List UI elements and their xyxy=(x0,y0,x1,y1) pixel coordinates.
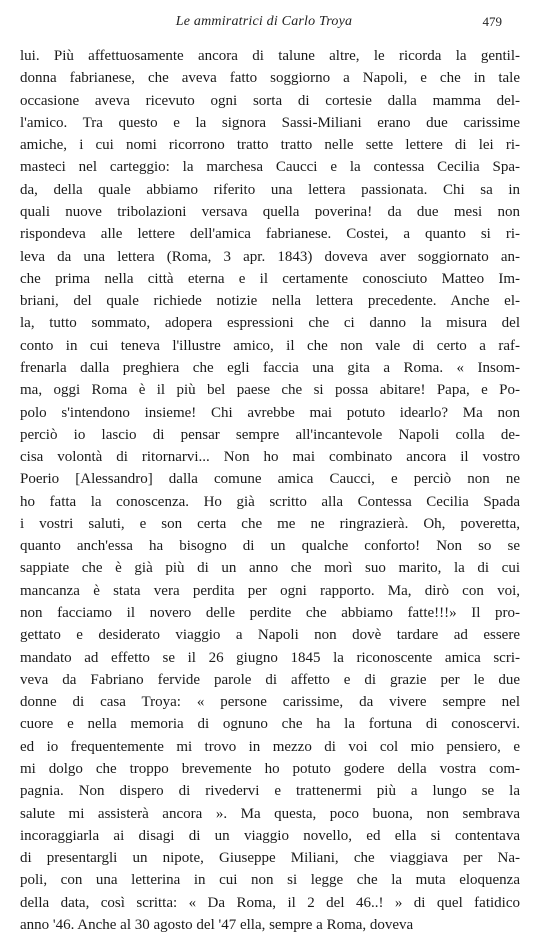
text-line: perciò io lascio di pensar sempre all'incantevole Napoli colla de- xyxy=(20,426,520,443)
text-line: gettato e desiderato viaggio a Napoli non dovè tardare ad essere xyxy=(20,627,520,644)
text-line: briani, del quale richiede notizie nella lettera precedente. Anche el- xyxy=(20,293,520,310)
text-line: donne di casa Troya: « persone carissime, da vivere sempre nel xyxy=(20,694,520,711)
text-line: poli, con una letterina in cui non si legge che la muta eloquenza xyxy=(20,872,520,889)
text-line: cuore e nella memoria di ognuno che ha la fortuna di conoscervi. xyxy=(20,716,520,733)
text-line: lui. Più affettuosamente ancora di talune altre, le ricorda la gentil- xyxy=(20,48,520,64)
text-line: donna fabrianese, che aveva fatto soggiorno a Napoli, e che in tale xyxy=(20,70,520,87)
text-line: di presentargli un nipote, Giuseppe Miliani, che viaggiava per Na- xyxy=(20,850,520,867)
text-line: incoraggiarla ai disagi di un viaggio novello, ed ella si contentava xyxy=(20,827,520,844)
text-line: che prima nella città eterna e il certamente conosciuto Matteo Im- xyxy=(20,270,520,287)
text-line: anno '46. Anche al 30 agosto del '47 ella, sempre a Roma, doveva xyxy=(20,916,414,933)
page-number: 479 xyxy=(482,14,502,29)
text-line: mandato ad effetto se il 26 giugno 1845 la riconoscente amica scri- xyxy=(20,649,520,666)
text-line: quanto anch'essa ha bisogno di un qualche conforto! Non so se xyxy=(20,538,520,555)
text-line: frenarla dalla preghiera che egli faccia una gita a Roma. « Insom- xyxy=(20,359,520,376)
running-title: Le ammiratrici di Carlo Troya xyxy=(175,14,353,29)
text-line: quali nuove tribolazioni versava quella poverina! da due mesi non xyxy=(20,203,520,220)
text-line: da, della quale abbiamo riferito una lettera passionata. Chi sa in xyxy=(20,181,520,198)
text-line: veva da Fabriano fervide parole di affetto e di grazie per le due xyxy=(20,671,520,688)
body-text xyxy=(20,45,520,936)
text-line: sappiate che è già più di un anno che morì suo marito, la di cui xyxy=(20,560,520,577)
text-line: pagnia. Non dispero di rivedervi e trattenermi più a lungo se la xyxy=(20,783,520,800)
page-header xyxy=(26,10,502,34)
text-line: l'amico. Tra questo e la signora Sassi-Miliani erano due carissime xyxy=(20,114,520,131)
text-line: i vostri saluti, e son certa che me ne ringrazierà. Oh, poveretta, xyxy=(20,515,520,532)
text-line: occasione aveva ricevuto ogni sorta di cortesie dalla mamma del- xyxy=(20,92,520,109)
text-line: Poerio [Alessandro] dalla comune amica Caucci, e perciò non ne xyxy=(20,471,520,488)
text-line: ed io frequentemente mi trovo in mezzo di voi col mio pensiero, e xyxy=(20,738,520,755)
text-line: ho fatta la conoscenza. Ho già scritto alla Contessa Cecilia Spada xyxy=(20,493,520,510)
text-line: polo s'intendono insieme! Chi avrebbe mai potuto idearlo? Ma non xyxy=(20,404,520,421)
text-line: rispondeva alle lettere dell'amica fabrianese. Costei, a quanto si ri- xyxy=(20,226,520,243)
text-line: non facciamo il novero delle perdite che abbiamo fatte!!!» Il pro- xyxy=(20,605,520,622)
text-line: leva da una lettera (Roma, 3 apr. 1843) doveva aver soggiornato an- xyxy=(20,248,520,265)
text-line: amiche, i cui nomi ricorrono tratto tratto nelle sette lettere di lei ri- xyxy=(20,137,520,154)
text-line: della data, così scritta: « Da Roma, il 2 del 46..! » di quel fatidico xyxy=(20,894,520,911)
text-line: la, tutto sommato, adopera espressioni che ci danno la misura del xyxy=(20,315,520,332)
text-line: masteci nel carteggio: la marchesa Caucci e la contessa Cecilia Spa- xyxy=(20,159,520,176)
text-line: ma, oggi Roma è il più bel paese che si possa abitare! Papa, e Po- xyxy=(20,382,520,399)
text-line: mi dolgo che troppo brevemente ho potuto godere della vostra com- xyxy=(20,761,520,777)
text-line: salute mi assisterà ancora ». Ma questa, poco buona, non sembrava xyxy=(20,805,520,822)
text-line: conto in cui teneva l'illustre amico, il che non vale di certo a raf- xyxy=(20,337,520,354)
text-line: mancanza è stata vera perdita per ogni rapporto. Ma, dirò con voi, xyxy=(20,582,520,599)
text-line: cisa volontà di ritornarvi... Non ho mai combinato ancora il vostro xyxy=(20,449,520,466)
